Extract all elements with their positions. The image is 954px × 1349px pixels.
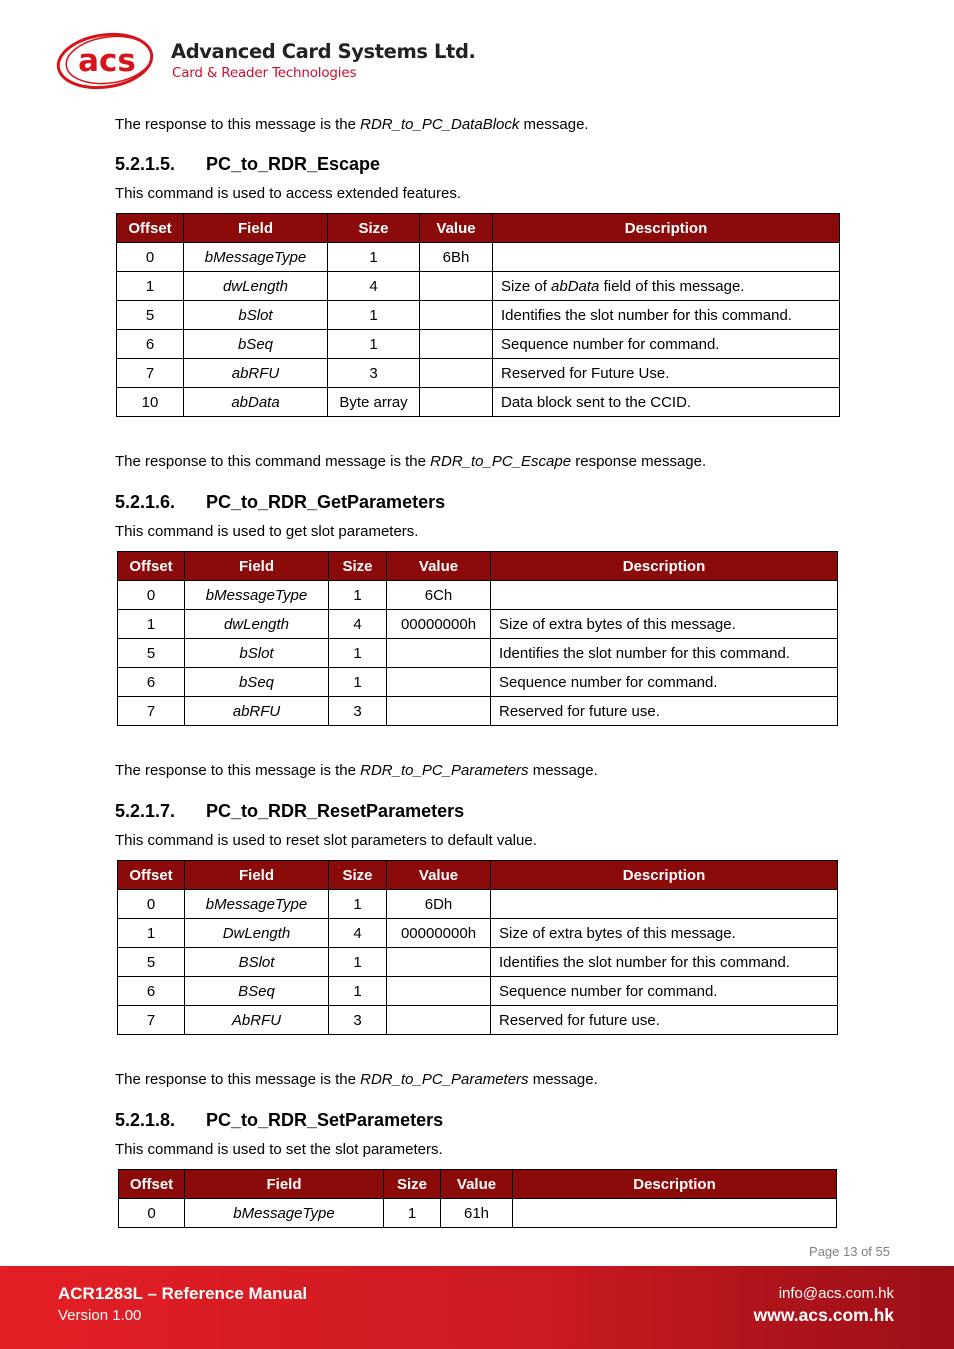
cell-field: bSlot	[184, 301, 328, 330]
company-tagline: Card & Reader Technologies	[172, 65, 357, 81]
cell-description: Reserved for Future Use.	[493, 359, 840, 388]
cell-field: dwLength	[184, 272, 328, 301]
cell-value	[387, 948, 491, 977]
cell-value	[387, 1006, 491, 1035]
cell-value	[387, 639, 491, 668]
header	[55, 30, 475, 94]
table-header-row	[118, 552, 838, 581]
cell-field: AbRFU	[185, 1006, 329, 1035]
cell-field: bSeq	[184, 330, 328, 359]
table-header-row	[118, 861, 838, 890]
cell-field: abRFU	[185, 697, 329, 726]
table-row	[118, 919, 838, 948]
table-row	[118, 977, 838, 1006]
cell-value: 6Dh	[387, 890, 491, 919]
column-header-field: Field	[185, 1170, 384, 1199]
cell-offset: 10	[117, 388, 184, 417]
cell-value	[420, 359, 493, 388]
cell-offset: 5	[118, 639, 185, 668]
cell-value	[387, 668, 491, 697]
table-row	[118, 668, 838, 697]
cell-size: 1	[329, 977, 387, 1006]
section-heading-setparameters: 5.2.1.8. PC_to_RDR_SetParameters	[115, 1110, 444, 1130]
cell-size: 1	[328, 243, 420, 272]
page-number: Page 13 of 55	[809, 1244, 890, 1259]
cell-offset: 1	[117, 272, 184, 301]
table-row	[118, 948, 838, 977]
column-header-description: Description	[513, 1170, 837, 1199]
cell-offset: 0	[119, 1199, 185, 1228]
logo-text: acs	[78, 43, 136, 79]
section-summary-resetparameters: This command is used to reset slot parameters to default value.	[115, 832, 537, 849]
cell-size: 4	[328, 272, 420, 301]
table-header-row	[117, 214, 840, 243]
document-title: ACR1283L – Reference Manual	[58, 1284, 308, 1303]
table-row	[117, 330, 840, 359]
cell-value	[420, 330, 493, 359]
table-row	[117, 359, 840, 388]
cell-description: Sequence number for command.	[491, 977, 838, 1006]
escape-response-text: The response to this command message is the RDR_to_PC_Escape response message.	[115, 453, 707, 470]
cell-offset: 0	[118, 581, 185, 610]
getparameters-response-text: The response to this message is the RDR_to_PC_Parameters message.	[115, 762, 598, 779]
table-row	[118, 581, 838, 610]
cell-field: abRFU	[184, 359, 328, 388]
column-header-value: Value	[420, 214, 493, 243]
table-row	[118, 890, 838, 919]
cell-offset: 5	[118, 948, 185, 977]
cell-size: 1	[329, 668, 387, 697]
setparameters-command-table	[118, 1169, 837, 1228]
cell-size: 3	[329, 1006, 387, 1035]
table-row	[117, 388, 840, 417]
cell-description: Identifies the slot number for this command.	[493, 301, 840, 330]
cell-size: 3	[328, 359, 420, 388]
cell-field: bSlot	[185, 639, 329, 668]
cell-value: 6Bh	[420, 243, 493, 272]
cell-value	[387, 977, 491, 1006]
column-header-size: Size	[384, 1170, 441, 1199]
cell-description: Size of extra bytes of this message.	[491, 919, 838, 948]
table-row	[117, 272, 840, 301]
cell-offset: 6	[117, 330, 184, 359]
resetparameters-response-text: The response to this message is the RDR_to_PC_Parameters message.	[115, 1071, 598, 1088]
cell-description: Identifies the slot number for this command.	[491, 948, 838, 977]
column-header-offset: Offset	[117, 214, 184, 243]
contact-email: info@acs.com.hk	[778, 1285, 894, 1302]
cell-description	[491, 890, 838, 919]
cell-description	[513, 1199, 837, 1228]
cell-offset: 5	[117, 301, 184, 330]
table-row	[118, 697, 838, 726]
cell-value	[420, 388, 493, 417]
cell-size: 1	[384, 1199, 441, 1228]
table-row	[118, 610, 838, 639]
cell-field: DwLength	[185, 919, 329, 948]
cell-offset: 0	[118, 890, 185, 919]
getparameters-command-table	[117, 551, 838, 726]
acs-logo	[55, 30, 159, 92]
cell-size: 1	[329, 639, 387, 668]
column-header-size: Size	[329, 552, 387, 581]
cell-size: 4	[329, 919, 387, 948]
cell-description: Size of abData field of this message.	[493, 272, 840, 301]
column-header-value: Value	[441, 1170, 513, 1199]
cell-offset: 7	[117, 359, 184, 388]
cell-offset: 1	[118, 610, 185, 639]
company-website: www.acs.com.hk	[753, 1305, 894, 1325]
column-header-offset: Offset	[118, 861, 185, 890]
cell-size: 1	[329, 948, 387, 977]
table-header-row	[119, 1170, 837, 1199]
cell-field: BSeq	[185, 977, 329, 1006]
cell-field: abData	[184, 388, 328, 417]
cell-size: Byte array	[328, 388, 420, 417]
cell-field: bSeq	[185, 668, 329, 697]
table-row	[119, 1199, 837, 1228]
cell-size: 1	[328, 301, 420, 330]
cell-description: Size of extra bytes of this message.	[491, 610, 838, 639]
cell-size: 4	[329, 610, 387, 639]
cell-offset: 6	[118, 977, 185, 1006]
column-header-offset: Offset	[119, 1170, 185, 1199]
table-row	[118, 639, 838, 668]
cell-size: 3	[329, 697, 387, 726]
cell-field: bMessageType	[185, 581, 329, 610]
cell-field: dwLength	[185, 610, 329, 639]
table-row	[118, 1006, 838, 1035]
cell-value	[420, 272, 493, 301]
cell-field: bMessageType	[185, 890, 329, 919]
cell-field: bMessageType	[184, 243, 328, 272]
section-heading-getparameters: 5.2.1.6. PC_to_RDR_GetParameters	[115, 492, 446, 512]
cell-offset: 6	[118, 668, 185, 697]
cell-size: 1	[328, 330, 420, 359]
table-row	[117, 243, 840, 272]
cell-offset: 7	[118, 1006, 185, 1035]
cell-description: Identifies the slot number for this command.	[491, 639, 838, 668]
cell-offset: 0	[117, 243, 184, 272]
cell-value: 61h	[441, 1199, 513, 1228]
cell-description: Sequence number for command.	[491, 668, 838, 697]
cell-value: 00000000h	[387, 610, 491, 639]
cell-value	[387, 697, 491, 726]
cell-description: Data block sent to the CCID.	[493, 388, 840, 417]
intro-response-text: The response to this message is the RDR_to_PC_DataBlock message.	[115, 116, 589, 133]
section-heading-resetparameters: 5.2.1.7. PC_to_RDR_ResetParameters	[115, 801, 465, 821]
cell-description	[493, 243, 840, 272]
column-header-field: Field	[185, 552, 329, 581]
cell-field: bMessageType	[185, 1199, 384, 1228]
column-header-size: Size	[328, 214, 420, 243]
resetparameters-command-table	[117, 860, 838, 1035]
column-header-value: Value	[387, 861, 491, 890]
cell-value: 6Ch	[387, 581, 491, 610]
column-header-size: Size	[329, 861, 387, 890]
cell-offset: 1	[118, 919, 185, 948]
escape-command-table	[116, 213, 840, 417]
cell-description: Sequence number for command.	[493, 330, 840, 359]
company-name: Advanced Card Systems Ltd.	[171, 40, 476, 63]
column-header-description: Description	[491, 552, 838, 581]
column-header-field: Field	[185, 861, 329, 890]
section-summary-setparameters: This command is used to set the slot parameters.	[115, 1141, 443, 1158]
cell-value: 00000000h	[387, 919, 491, 948]
cell-size: 1	[329, 890, 387, 919]
cell-size: 1	[329, 581, 387, 610]
cell-description: Reserved for future use.	[491, 1006, 838, 1035]
section-heading-escape: 5.2.1.5. PC_to_RDR_Escape	[115, 154, 381, 174]
column-header-field: Field	[184, 214, 328, 243]
column-header-offset: Offset	[118, 552, 185, 581]
cell-value	[420, 301, 493, 330]
cell-description: Reserved for future use.	[491, 697, 838, 726]
cell-offset: 7	[118, 697, 185, 726]
document-version: Version 1.00	[58, 1307, 142, 1324]
cell-description	[491, 581, 838, 610]
cell-field: BSlot	[185, 948, 329, 977]
footer	[0, 1266, 954, 1349]
section-summary-getparameters: This command is used to get slot parameters.	[115, 523, 419, 540]
column-header-value: Value	[387, 552, 491, 581]
column-header-description: Description	[493, 214, 840, 243]
column-header-description: Description	[491, 861, 838, 890]
section-summary-escape: This command is used to access extended features.	[115, 185, 462, 202]
table-row	[117, 301, 840, 330]
